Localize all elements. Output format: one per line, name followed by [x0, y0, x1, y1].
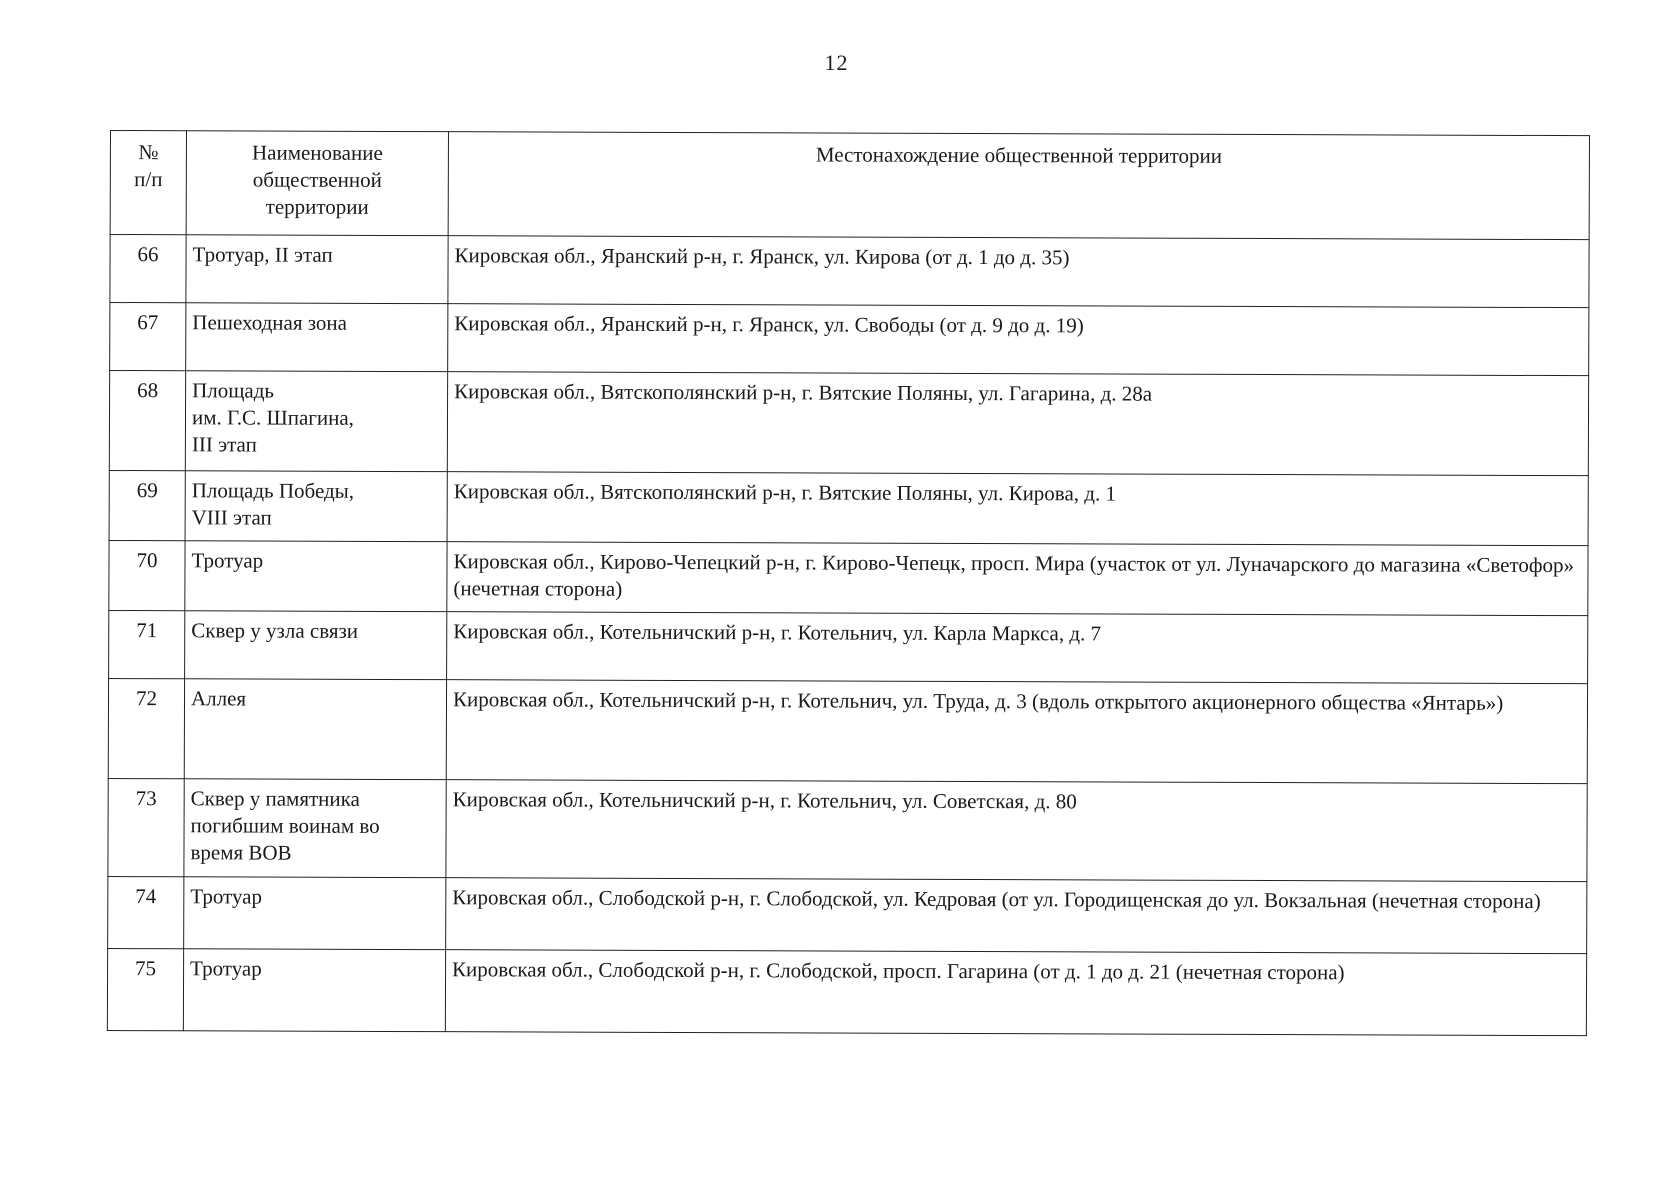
table-row	[108, 678, 1587, 783]
row-name: Тротуар	[185, 541, 447, 612]
row-location: Кировская обл., Котельничский р-н, г. Котельнич, ул. Труда, д. 3 (вдоль открытого акционерного общества «Янтарь»)	[446, 680, 1587, 784]
row-number: 73	[108, 778, 184, 876]
row-location: Кировская обл., Яранский р-н, г. Яранск, ул. Кирова (от д. 1 до д. 35)	[448, 236, 1589, 308]
row-number: 74	[108, 876, 184, 948]
row-number: 69	[109, 470, 185, 540]
row-name: Пешеходная зона	[186, 303, 448, 372]
row-location: Кировская обл., Вятскополянский р-н, г. Вятские Поляны, ул. Гагарина, д. 28а	[447, 372, 1588, 476]
table-row	[109, 540, 1588, 615]
table-row	[108, 876, 1587, 953]
row-location: Кировская обл., Кирово-Чепецкий р-н, г. Кирово-Чепецк, просп. Мира (участок от ул. Луначарского до магазина «Светофор» (нечетная сторона)	[447, 542, 1588, 616]
row-name: Сквер у памятника погибшим воинам во время ВОВ	[184, 779, 446, 878]
row-name: Площадь им. Г.С. Шпагина, III этап	[185, 371, 447, 472]
row-name: Тротуар, II этап	[186, 235, 448, 304]
row-name: Площадь Победы, VIII этап	[185, 471, 447, 542]
row-location: Кировская обл., Котельничский р-н, г. Котельнич, ул. Карла Маркса, д. 7	[447, 612, 1588, 684]
row-number: 75	[107, 948, 183, 1030]
table-row	[110, 303, 1589, 376]
page-number: 12	[824, 50, 849, 75]
row-number: 67	[110, 303, 186, 371]
row-name: Аллея	[184, 679, 446, 780]
header-location: Местонахождение общественной территории	[448, 132, 1589, 240]
table-row	[109, 470, 1588, 545]
table-row	[107, 948, 1586, 1035]
row-location: Кировская обл., Яранский р-н, г. Яранск, ул. Свободы (от д. 9 до д. 19)	[448, 304, 1589, 376]
header-name: Наименование общественной территории	[186, 131, 448, 236]
row-number: 66	[110, 235, 186, 303]
row-location: Кировская обл., Котельничский р-н, г. Котельнич, ул. Советская, д. 80	[446, 780, 1587, 882]
row-location: Кировская обл., Слободской р-н, г. Слободской, просп. Гагарина (от д. 1 до д. 21 (нечетная сторона)	[445, 950, 1586, 1036]
row-number: 71	[109, 610, 185, 678]
territories-table	[107, 130, 1590, 1036]
row-name: Тротуар	[184, 877, 446, 950]
header-number: № п/п	[110, 131, 186, 235]
row-name: Тротуар	[183, 949, 445, 1032]
table-row	[109, 610, 1588, 683]
row-number: 68	[109, 371, 185, 471]
row-name: Сквер у узла связи	[185, 611, 447, 680]
table-header-row	[110, 131, 1589, 240]
row-number: 72	[108, 678, 184, 778]
table-row	[109, 371, 1588, 476]
row-location: Кировская обл., Слободской р-н, г. Слободской, ул. Кедровая (от ул. Городищенская до ул. Вокзальная (нечетная сторона)	[446, 878, 1587, 954]
row-location: Кировская обл., Вятскополянский р-н, г. Вятские Поляны, ул. Кирова, д. 1	[447, 472, 1588, 546]
table-row	[108, 778, 1587, 881]
table-row	[110, 235, 1589, 308]
row-number: 70	[109, 540, 185, 610]
